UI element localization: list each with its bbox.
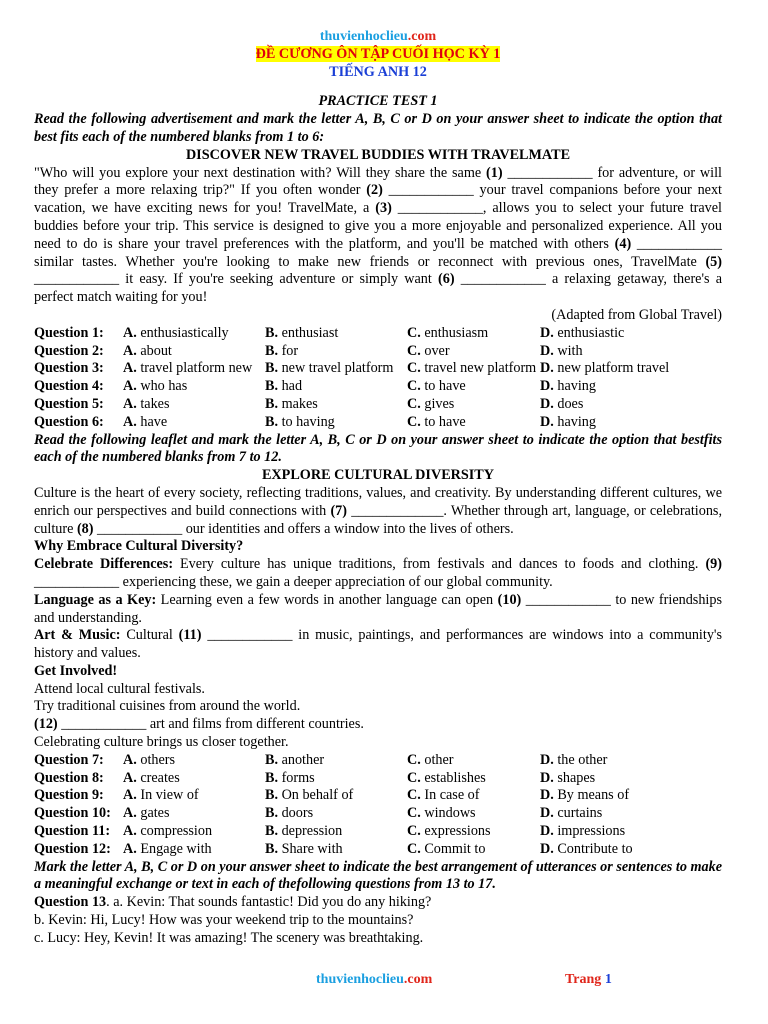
involved-line xyxy=(34,716,722,734)
passage-text: ____________ a relaxing getaway, there's a perfect match waiting for you! xyxy=(34,271,722,306)
blank-number: (5) xyxy=(705,253,722,270)
option-d: D. having xyxy=(540,413,596,430)
option-d: D. curtains xyxy=(540,805,603,822)
option-d: D. having xyxy=(540,378,596,395)
section1-heading: DISCOVER NEW TRAVEL BUDDIES WITH TRAVELMATE xyxy=(185,146,571,163)
option-c: C. to have xyxy=(407,413,466,430)
question-label: Question 11: xyxy=(34,823,111,840)
passage-text: _____________. Whether through art, language, or celebrations, culture xyxy=(34,502,722,537)
subheading: Language as a Key: xyxy=(34,591,157,608)
language-paragraph xyxy=(34,592,722,628)
header-site xyxy=(34,28,722,46)
question-label: Question 10: xyxy=(34,805,111,822)
passage-text: ____________, allows you to select your future travel buddies before your trip. This service is designed to give you a more enjoyable and personalized experience. All you need to do is share your travel preferences with the platform, and you'll be matched with others xyxy=(34,200,722,252)
option-a: A. creates xyxy=(123,769,180,786)
question-row xyxy=(34,841,722,859)
passage-text: ____________ art and films from different countries. xyxy=(57,716,364,733)
blank-number: (10) xyxy=(497,591,522,608)
blank-number: (7) xyxy=(330,502,347,519)
option-d: D. with xyxy=(540,342,583,359)
blank-number: (4) xyxy=(614,235,632,252)
section2-intro xyxy=(34,485,722,538)
passage-text: ____________ experiencing these, we gain a deeper appreciation of our global community. xyxy=(34,573,553,590)
option-b: B. had xyxy=(265,378,303,395)
option-c: C. expressions xyxy=(407,823,491,840)
footer-site xyxy=(316,971,432,989)
involved-line: Celebrating culture brings us closer together. xyxy=(34,734,289,751)
utterance-a: . a. Kevin: That sounds fantastic! Did you do any hiking? xyxy=(106,894,432,911)
page-label: Trang xyxy=(565,972,605,987)
option-b: B. makes xyxy=(265,395,318,412)
passage-text: Every culture has unique traditions, from festivals and dances to foods and clothing. xyxy=(173,556,706,573)
utterance-b: b. Kevin: Hi, Lucy! How was your weekend trip to the mountains? xyxy=(34,912,414,929)
question-label: Question 6: xyxy=(34,413,104,430)
question-row xyxy=(34,770,722,788)
involved-line: Try traditional cuisines from around the world. xyxy=(34,698,301,715)
option-a: A. who has xyxy=(123,378,188,395)
celebrate-paragraph xyxy=(34,556,722,592)
question-label: Question 9: xyxy=(34,787,104,804)
header-title xyxy=(34,46,722,64)
footer-site-part2: .com xyxy=(403,972,433,987)
question-row xyxy=(34,752,722,770)
blank-number: (11) xyxy=(178,627,202,644)
option-d: D. enthusiastic xyxy=(540,324,625,341)
section1-instruction: Read the following advertisement and mark the letter A, B, C or D on your answer sheet to indicate the option that best fits each of the numbered blanks from 1 to 6: xyxy=(34,111,722,145)
utterance-c: c. Lucy: Hey, Kevin! It was amazing! The scenery was breathtaking. xyxy=(34,929,424,946)
header-subject: TIẾNG ANH 12 xyxy=(329,63,427,80)
question-label: Question 12: xyxy=(34,840,111,857)
option-c: C. Commit to xyxy=(407,840,486,857)
passage-text: "Who will you explore your next destination with? Will they share the same xyxy=(34,164,487,181)
test-title: PRACTICE TEST 1 xyxy=(318,93,438,110)
option-a: A. gates xyxy=(123,805,170,822)
option-d: D. does xyxy=(540,395,584,412)
get-involved-heading: Get Involved! xyxy=(34,662,118,679)
question-row xyxy=(34,360,722,378)
question-row xyxy=(34,414,722,432)
option-c: C. to have xyxy=(407,378,466,395)
option-c: C. establishes xyxy=(407,769,486,786)
option-b: B. enthusiast xyxy=(265,324,339,341)
question-row xyxy=(34,396,722,414)
question-label: Question 7: xyxy=(34,751,104,768)
art-paragraph xyxy=(34,627,722,663)
option-a: A. In view of xyxy=(123,787,199,804)
option-b: B. forms xyxy=(265,769,315,786)
option-b: B. for xyxy=(265,342,299,359)
passage-text: ____________ for adventure, or will they prefer a more relaxing trip?" If you often wonder xyxy=(34,164,722,199)
section3-instruction: Mark the letter A, B, C or D on your answer sheet to indicate the best arrangement of utterances or sentences to make a meaningful exchange or text in each of thefollowing questions from 13 to 17. xyxy=(34,858,722,893)
footer-page xyxy=(565,971,612,989)
subheading: Celebrate Differences: xyxy=(34,556,174,573)
passage-text: ____________ it easy. If you're seeking adventure or simply want xyxy=(34,271,438,288)
header-title-text: ĐỀ CƯƠNG ÔN TẬP CUỐI HỌC KỲ 1 xyxy=(255,45,501,62)
question-row xyxy=(34,378,722,396)
option-b: B. to having xyxy=(265,413,335,430)
blank-number: (1) xyxy=(486,164,503,181)
section1-questions xyxy=(34,325,722,432)
option-b: B. new travel platform xyxy=(265,360,394,377)
option-c: C. enthusiasm xyxy=(407,324,489,341)
question-label: Question 1: xyxy=(34,324,104,341)
option-d: D. By means of xyxy=(540,787,630,804)
option-d: D. new platform travel xyxy=(540,360,670,377)
option-c: C. other xyxy=(407,751,454,768)
header-site-part2: .com xyxy=(407,29,437,44)
section1-passage xyxy=(34,165,722,307)
option-b: B. On behalf of xyxy=(265,787,354,804)
section2-heading: EXPLORE CULTURAL DIVERSITY xyxy=(261,467,495,484)
passage-text: Learning even a few words in another language can open xyxy=(156,591,498,608)
question-label: Question 13 xyxy=(34,894,107,911)
section2-instruction: Read the following leaflet and mark the letter A, B, C or D on your answer sheet to indicate the option that bestfits each of the numbered blanks from 7 to 12. xyxy=(34,431,722,466)
section1-source: (Adapted from Global Travel) xyxy=(551,306,722,323)
blank-number: (3) xyxy=(375,200,392,217)
option-d: D. shapes xyxy=(540,769,596,786)
option-c: C. In case of xyxy=(407,787,480,804)
passage-text: ____________ our identities and offers a window into the lives of others. xyxy=(93,520,514,537)
subheading: Art & Music: xyxy=(34,627,121,644)
question-label: Question 8: xyxy=(34,769,104,786)
section2-questions xyxy=(34,752,722,859)
option-a: A. others xyxy=(123,751,176,768)
option-c: C. windows xyxy=(407,805,476,822)
header-site-part1: thuvienhoclieu xyxy=(319,29,408,44)
blank-number: (6) xyxy=(438,271,455,288)
option-a: A. travel platform new xyxy=(123,360,253,377)
blank-number: (8) xyxy=(76,520,94,537)
option-a: A. have xyxy=(123,413,168,430)
passage-text: ____________ to new friendships and understanding. xyxy=(34,591,722,626)
blank-number: (9) xyxy=(705,556,722,573)
passage-text: Cultural xyxy=(120,627,179,644)
involved-line: Attend local cultural festivals. xyxy=(34,680,205,697)
option-d: D. the other xyxy=(540,751,608,768)
question-label: Question 4: xyxy=(34,378,104,395)
option-b: B. Share with xyxy=(265,840,343,857)
option-d: D. impressions xyxy=(540,823,626,840)
option-b: B. doors xyxy=(265,805,314,822)
option-a: A. compression xyxy=(123,823,213,840)
passage-text: Culture is the heart of every society, reflecting traditions, values, and creativity. By understanding different cultures, we enrich our perspectives and build connections with xyxy=(34,484,722,519)
blank-number: (2) xyxy=(366,182,383,199)
section2-why-heading: Why Embrace Cultural Diversity? xyxy=(34,538,244,555)
question-row xyxy=(34,325,722,343)
passage-text: ____________ similar tastes. Whether you're looking to make new friends or reconnect with previous ones, TravelMate xyxy=(34,235,723,270)
option-c: C. gives xyxy=(407,395,455,412)
option-c: C. travel new platform xyxy=(407,360,537,377)
blank-number: (12) xyxy=(34,716,58,733)
question-row xyxy=(34,805,722,823)
option-d: D. Contribute to xyxy=(540,840,633,857)
passage-text: ____________ in music, paintings, and performances are windows into a community's history and values. xyxy=(34,627,722,662)
passage-text: ____________ your travel companions before your next vacation, we have exciting news for you! TravelMate, a xyxy=(34,182,722,217)
option-c: C. over xyxy=(407,342,450,359)
option-a: A. Engage with xyxy=(123,840,212,857)
document-content xyxy=(34,28,722,948)
question-row xyxy=(34,787,722,805)
question-label: Question 2: xyxy=(34,342,104,359)
option-a: A. enthusiastically xyxy=(123,324,229,341)
option-b: B. another xyxy=(265,751,325,768)
question-row xyxy=(34,823,722,841)
question-13 xyxy=(34,894,722,912)
question-row xyxy=(34,343,722,361)
page-number: 1 xyxy=(604,972,612,987)
option-b: B. depression xyxy=(265,823,343,840)
option-a: A. about xyxy=(123,342,172,359)
question-label: Question 3: xyxy=(34,360,104,377)
option-a: A. takes xyxy=(123,395,170,412)
question-label: Question 5: xyxy=(34,395,104,412)
footer-site-part1: thuvienhoclieu xyxy=(316,972,404,987)
